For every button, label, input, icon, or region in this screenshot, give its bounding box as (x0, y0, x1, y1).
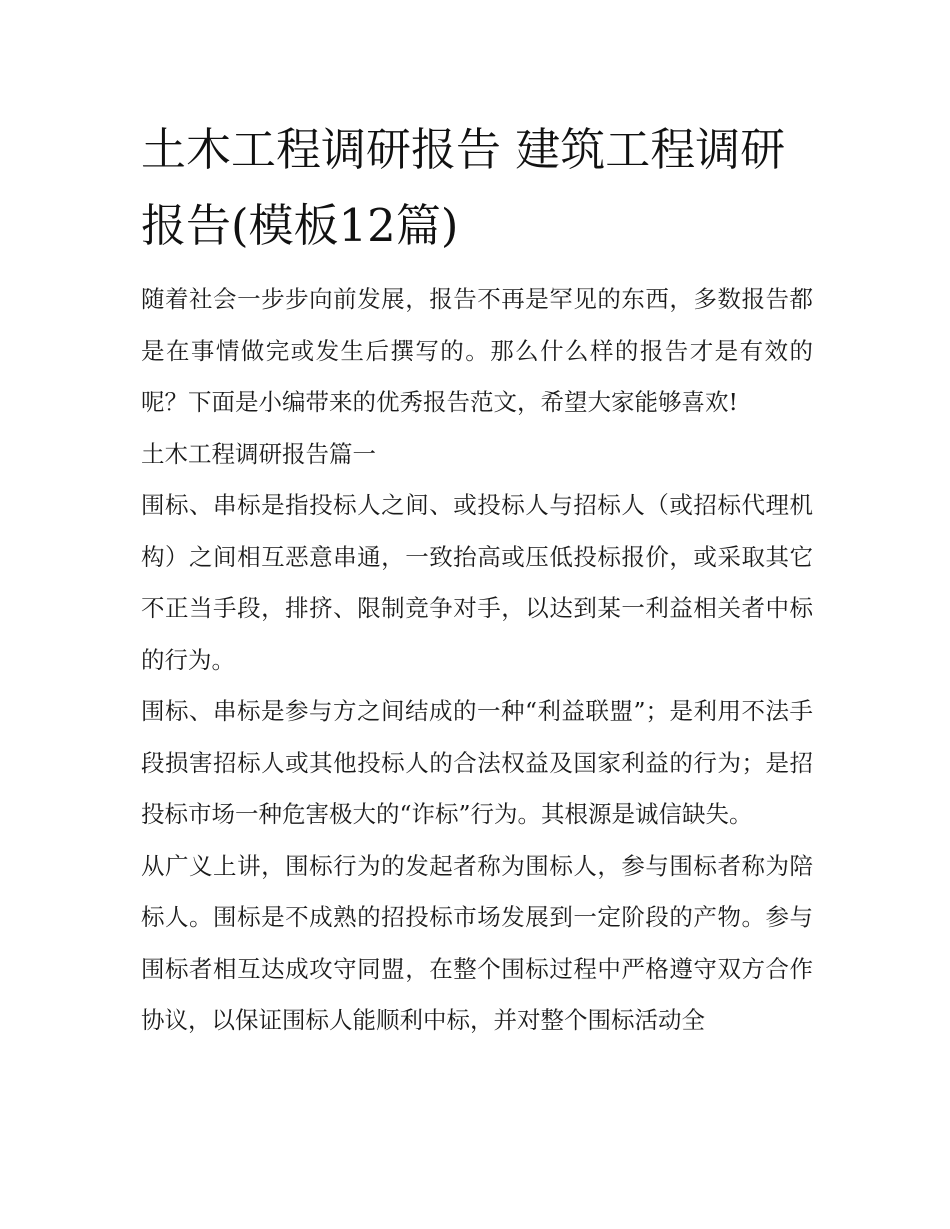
section-heading: 土木工程调研报告篇一 (141, 439, 376, 468)
document-body (141, 112, 813, 1047)
body-paragraph-2: 围标、串标是参与方之间结成的一种“利益联盟”；是利用不法手段损害招标人或其他投标人的合法权益及国家利益的行为；是招投标市场一种危害极大的“诈标”行为。其根源是诚信缺失。 (141, 697, 813, 828)
document-title: 土木工程调研报告 建筑工程调研报告(模板12篇) (141, 123, 786, 252)
body-paragraph-1: 围标、串标是指投标人之间、或投标人与招标人（或招标代理机构）之间相互恶意串通，一致抬高或压低投标报价，或采取其它不正当手段，排挤、限制竞争对手，以达到某一利益相关者中标的行为。 (141, 491, 813, 674)
intro-paragraph: 随着社会一步步向前发展，报告不再是罕见的东西，多数报告都是在事情做完或发生后撰写的。那么什么样的报告才是有效的呢？下面是小编带来的优秀报告范文，希望大家能够喜欢! (141, 285, 813, 416)
body-paragraph-3: 从广义上讲，围标行为的发起者称为围标人，参与围标者称为陪标人。围标是不成熟的招投标市场发展到一定阶段的产物。参与围标者相互达成攻守同盟，在整个围标过程中严格遵守双方合作协议，以保证围标人能顺利中标，并对整个围标活动全 (141, 851, 813, 1034)
